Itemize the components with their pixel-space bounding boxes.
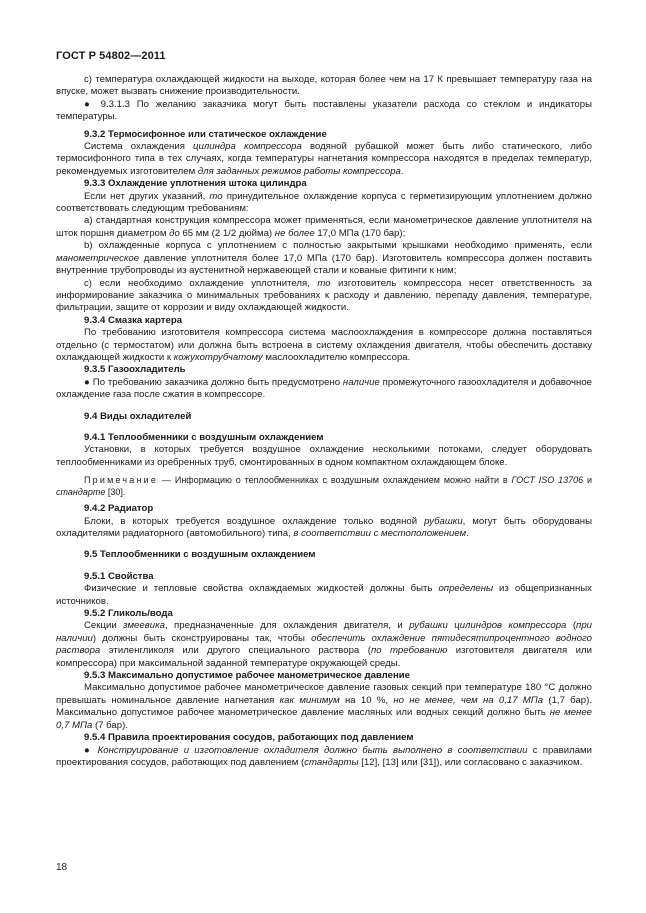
standard-header: ГОСТ Р 54802—2011 xyxy=(56,50,166,62)
heading-9-3-3: 9.3.3 Охлаждение уплотнения штока цилиндра xyxy=(84,178,307,190)
heading-9-5-4: 9.5.4 Правила проектирования сосудов, работающих под давлением xyxy=(84,732,414,744)
heading-9-5-3: 9.5.3 Максимально допустимое рабочее манометрическое давление xyxy=(84,670,411,682)
page-content xyxy=(56,74,592,769)
heading-9-3-2: 9.3.2 Термосифонное или статическое охлаждение xyxy=(84,128,327,140)
paragraph-gas-cooler: ● По требованию заказчика должно быть предусмотрено наличие промежуточного газоохладителя и добавочное охлаждение газа после сжатия в компрессоре. xyxy=(56,376,592,401)
heading-9-5-1: 9.5.1 Свойства xyxy=(84,570,154,582)
heading-9-4: 9.4 Виды охладителей xyxy=(84,410,192,422)
note-label: Примечание xyxy=(84,475,159,486)
paragraph-crankcase: По требованию изготовителя компрессора система маслоохлаждения в компрессоре должна поставляться отдельно (с термостатом) или должна быть встроена в систему охлаждения двигателя, чтобы обеспечить доставку охлаждающей жидкости к кожухотрубчатому маслоохладителю компрессора. xyxy=(56,327,592,363)
paragraph-glycol: Секции змеевика, предназначенные для охлаждения двигателя, и рубашки цилиндров компрессора (при наличии) должны быть сконструированы так, чтобы обеспечить охлаждение пятидесятипроцентного водного раствора этиленгликоля или другого специального раствора (по требованию изготовителя двигателя или компрессора) при максимальной заданной температуре окружающей среды. xyxy=(56,620,592,669)
list-item-a: а) стандартная конструкция компрессора может применяться, если манометрическое давление уплотнителя на шток поршня диаметром до 65 мм (2 1/2 дюйма) не более 17,0 МПа (170 бар); xyxy=(56,215,592,239)
list-item-c: с) если необходимо охлаждение уплотнителя, то изготовитель компрессора несет ответственность за информирование заказчика о минимальных требованиях к расходу и давлению, перепаду давления, температуре, фильтрации, защите от коррозии и виду охлаждающей жидкости. xyxy=(56,277,592,314)
paragraph-properties: Физические и тепловые свойства охлаждаемых жидкостей должны быть определены из общепризнанных источников. xyxy=(56,583,592,607)
page-number: 18 xyxy=(56,862,68,873)
heading-9-5: 9.5 Теплообменники с воздушным охлаждением xyxy=(84,549,316,561)
paragraph-9-3-1-3: ● 9.3.1.3 По желанию заказчика могут быть поставлены указатели расхода со стеклом и индикаторы температуры. xyxy=(56,98,592,123)
paragraph-max-pressure: Максимально допустимое рабочее манометрическое давление газовых секций при температуре 180 °С должно превышать номинальное давление нагнетания как минимум на 10 %, но не менее, чем на 0,17 МПа (1,7 бар). Максимально допустимое рабочее манометрическое давление масляных или водных секций должно быть не менее 0,7 МПа (7 бар). xyxy=(56,682,592,731)
heading-9-5-2: 9.5.2 Гликоль/вода xyxy=(84,608,173,620)
paragraph-rod-seal-intro: Если нет других указаний, то принудительное охлаждение корпуса с герметизирующим уплотнением должно соответствовать следующим требованиям: xyxy=(56,190,593,215)
paragraph-air-cooled: Установки, в которых требуется воздушное охлаждение несколькими потоками, следует оборудовать теплообменниками из оребренных труб, смонтированных в одном компактном охлаждающем блоке. xyxy=(56,444,592,468)
paragraph-pressure-vessels: ● Конструирование и изготовление охладителя должно быть выполнено в соответствии с правилами проектирования сосудов, работающих под давлением (стандарты [12], [13] или [31]), или согласовано с заказчиком. xyxy=(56,744,592,768)
heading-9-4-1: 9.4.1 Теплообменники с воздушным охлаждением xyxy=(84,431,324,443)
heading-9-3-4: 9.3.4 Смазка картера xyxy=(84,314,183,326)
paragraph-temperature-c: с) температура охлаждающей жидкости на выходе, которая более чем на 17 К превышает температуру газа на впуске, может вызвать снижение производительности. xyxy=(56,74,592,98)
note-paragraph: Примечание — Информацию о теплообменниках с воздушным охлаждением можно найти в ГОСТ ISO 13706 и стандарте [30]. xyxy=(56,475,593,498)
heading-9-3-5: 9.3.5 Газоохладитель xyxy=(84,364,186,376)
paragraph-radiator: Блоки, в которых требуется воздушное охлаждение только водяной рубашки, могут быть оборудованы охладителями радиаторного (автомобильного) типа, в соответствии с местоположением. xyxy=(56,515,593,539)
list-item-b: b) охлажденные корпуса с уплотнением с полностью закрытыми крышками необходимо применять, если манометрическое давление уплотнителя более 17,0 МПа (170 бар). Изготовитель компрессора должен поставить внутренние трубопроводы из аустенитной нержавеющей стали и кованые фитинги к ним; xyxy=(56,240,592,277)
heading-9-4-2: 9.4.2 Радиатор xyxy=(84,503,154,515)
paragraph-thermosiphon: Система охлаждения цилиндра компрессора водяной рубашкой может быть либо статического, либо термосифонного типа в тех случаях, когда температуры нагнетания компрессора находятся в пределах температур, рекомендуемых изготовителем для заданных режимов работы компрессора. xyxy=(56,141,593,177)
